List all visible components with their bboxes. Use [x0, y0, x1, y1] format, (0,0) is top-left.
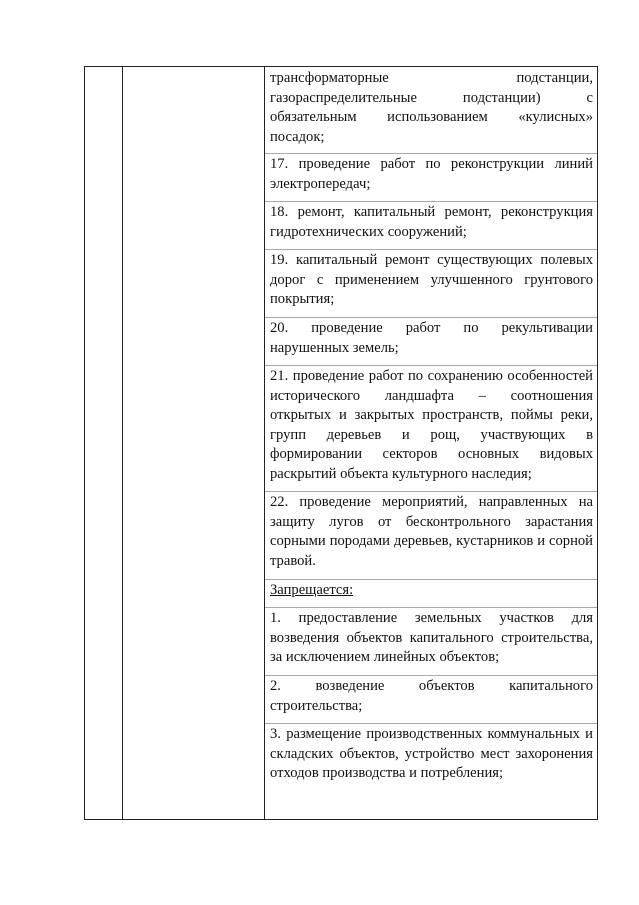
- paragraph: [265, 249, 597, 318]
- paragraph: [265, 67, 597, 154]
- paragraph: [265, 607, 597, 676]
- paragraph: [265, 675, 597, 724]
- column-divider: [122, 67, 123, 819]
- paragraph-text: 3. размещение производственных коммунальных и складских объектов, устройство мест захоронения отходов производства и потребления;: [270, 726, 593, 781]
- paragraph: [265, 723, 597, 819]
- paragraph: [265, 491, 597, 580]
- paragraph: [265, 365, 597, 492]
- prohibitions-heading-row: [265, 579, 597, 608]
- document-table: [84, 66, 598, 820]
- paragraph-text: 19. капитальный ремонт существующих полевых дорог с применением улучшенного грунтового покрытия;: [270, 252, 593, 307]
- text-column: [265, 67, 597, 819]
- prohibitions-heading: Запрещается:: [270, 582, 354, 598]
- paragraph-text: 17. проведение работ по реконструкции линий электропередач;: [270, 156, 593, 192]
- paragraph-text: 21. проведение работ по сохранению особенностей исторического ландшафта – соотношения открытых и закрытых пространств, поймы реки, групп деревьев и рощ, участвующих в формировании секторов основных видовых раскрытий объекта культурного наследия;: [270, 368, 593, 482]
- paragraph: [265, 153, 597, 202]
- paragraph-text: 18. ремонт, капитальный ремонт, реконструкция гидротехнических сооружений;: [270, 204, 593, 240]
- paragraph: [265, 317, 597, 366]
- paragraph-text: 20. проведение работ по рекультивации нарушенных земель;: [270, 320, 593, 356]
- paragraph-text: 22. проведение мероприятий, направленных на защиту лугов от бесконтрольного зарастания сорными породами деревьев, кустарников и сорной травой.: [270, 494, 593, 569]
- paragraph: [265, 201, 597, 250]
- paragraph-text: 1. предоставление земельных участков для возведения объектов капитального строительства, за исключением линейных объектов;: [270, 610, 593, 665]
- paragraph-text: 2. возведение объектов капитального строительства;: [270, 678, 593, 714]
- paragraph-text: трансформаторные подстанции, газораспределительные подстанции) с обязательным использованием «кулисных» посадок;: [270, 70, 593, 145]
